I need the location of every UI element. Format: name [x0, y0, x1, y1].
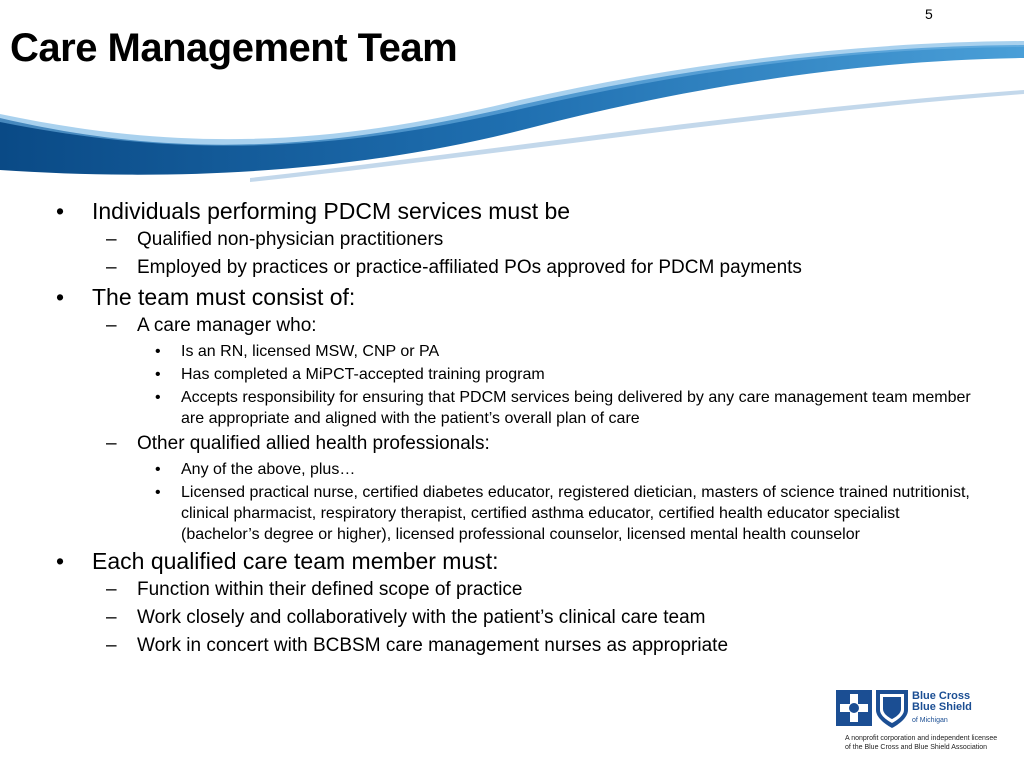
bullet-l2: [0, 576, 1000, 604]
bullet-text: Work closely and collaboratively with the patient’s clinical care team: [137, 607, 706, 628]
page-number: 5: [925, 6, 933, 22]
licensee-text: [845, 734, 1020, 752]
bullet-marker: •: [56, 548, 65, 574]
brand-line: Blue Shield: [912, 701, 972, 713]
dash-marker: –: [106, 229, 117, 250]
dash-marker: –: [106, 433, 117, 454]
bullet-marker: •: [56, 198, 65, 224]
bullet-l2: [0, 430, 1000, 458]
dash-marker: –: [106, 607, 117, 628]
bullet-text: Other qualified allied health professionals:: [137, 433, 490, 454]
bullet-l3: [0, 481, 1000, 546]
bullet-l3: [0, 363, 1000, 386]
bullet-l2: [0, 632, 1000, 660]
bullet-text: Each qualified care team member must:: [92, 548, 499, 574]
bullet-l1: [0, 546, 1000, 576]
licensee-line: of the Blue Cross and Blue Shield Association: [845, 744, 988, 751]
dash-marker: –: [106, 315, 117, 336]
bullet-l2: [0, 226, 1000, 254]
bullet-text: Function within their defined scope of practice: [137, 579, 523, 600]
bullet-text: Is an RN, licensed MSW, CNP or PA: [181, 343, 440, 360]
bullet-l2: [0, 254, 1000, 282]
bullet-text: Work in concert with BCBSM care management nurses as appropriate: [137, 635, 729, 656]
bullet-marker: •: [155, 389, 161, 406]
bullet-text: Qualified non-physician practitioners: [137, 229, 444, 250]
brand-subline: of Michigan: [912, 717, 948, 724]
bullet-text: The team must consist of:: [92, 284, 356, 310]
bullet-marker: •: [155, 484, 161, 501]
bullet-l3: [0, 340, 1000, 363]
bullet-marker: •: [155, 343, 161, 360]
bullet-marker: •: [56, 284, 65, 310]
bullet-text: Any of the above, plus…: [181, 461, 356, 478]
licensee-line: A nonprofit corporation and independent licensee: [845, 735, 998, 742]
bullet-l1: [0, 282, 1000, 312]
bullet-text: A care manager who:: [137, 315, 317, 336]
bullet-text: Employed by practices or practice-affiliated POs approved for PDCM payments: [137, 257, 802, 278]
dash-marker: –: [106, 579, 117, 600]
slide-title: Care Management Team: [10, 26, 458, 70]
slide-body: [0, 196, 1000, 660]
bullet-text: Licensed practical nurse, certified diabetes educator, registered dietician, masters of science trained nutritionist, clinical pharmacist, respiratory therapist, certified asthma educator, certified health educator specialist (bachelor’s degree or higher), licensed professional counselor, licensed mental health counselor: [181, 484, 970, 543]
bullet-marker: •: [155, 461, 161, 478]
bullet-marker: •: [155, 366, 161, 383]
bullet-l3: [0, 458, 1000, 481]
cross-icon: [836, 690, 872, 726]
bullet-text: Individuals performing PDCM services must be: [92, 198, 571, 224]
brand-line: Blue Cross: [912, 690, 971, 702]
dash-marker: –: [106, 635, 117, 656]
dash-marker: –: [106, 257, 117, 278]
bullet-l2: [0, 604, 1000, 632]
shield-icon: [876, 690, 908, 728]
brand-name: [912, 691, 972, 726]
bullet-l1: [0, 196, 1000, 226]
bullet-l3: [0, 386, 1000, 430]
bullet-text: Has completed a MiPCT-accepted training program: [181, 366, 545, 383]
bullet-text: Accepts responsibility for ensuring that PDCM services being delivered by any care management team member are appropriate and aligned with the patient’s overall plan of care: [181, 389, 971, 427]
bullet-l2: [0, 312, 1000, 340]
